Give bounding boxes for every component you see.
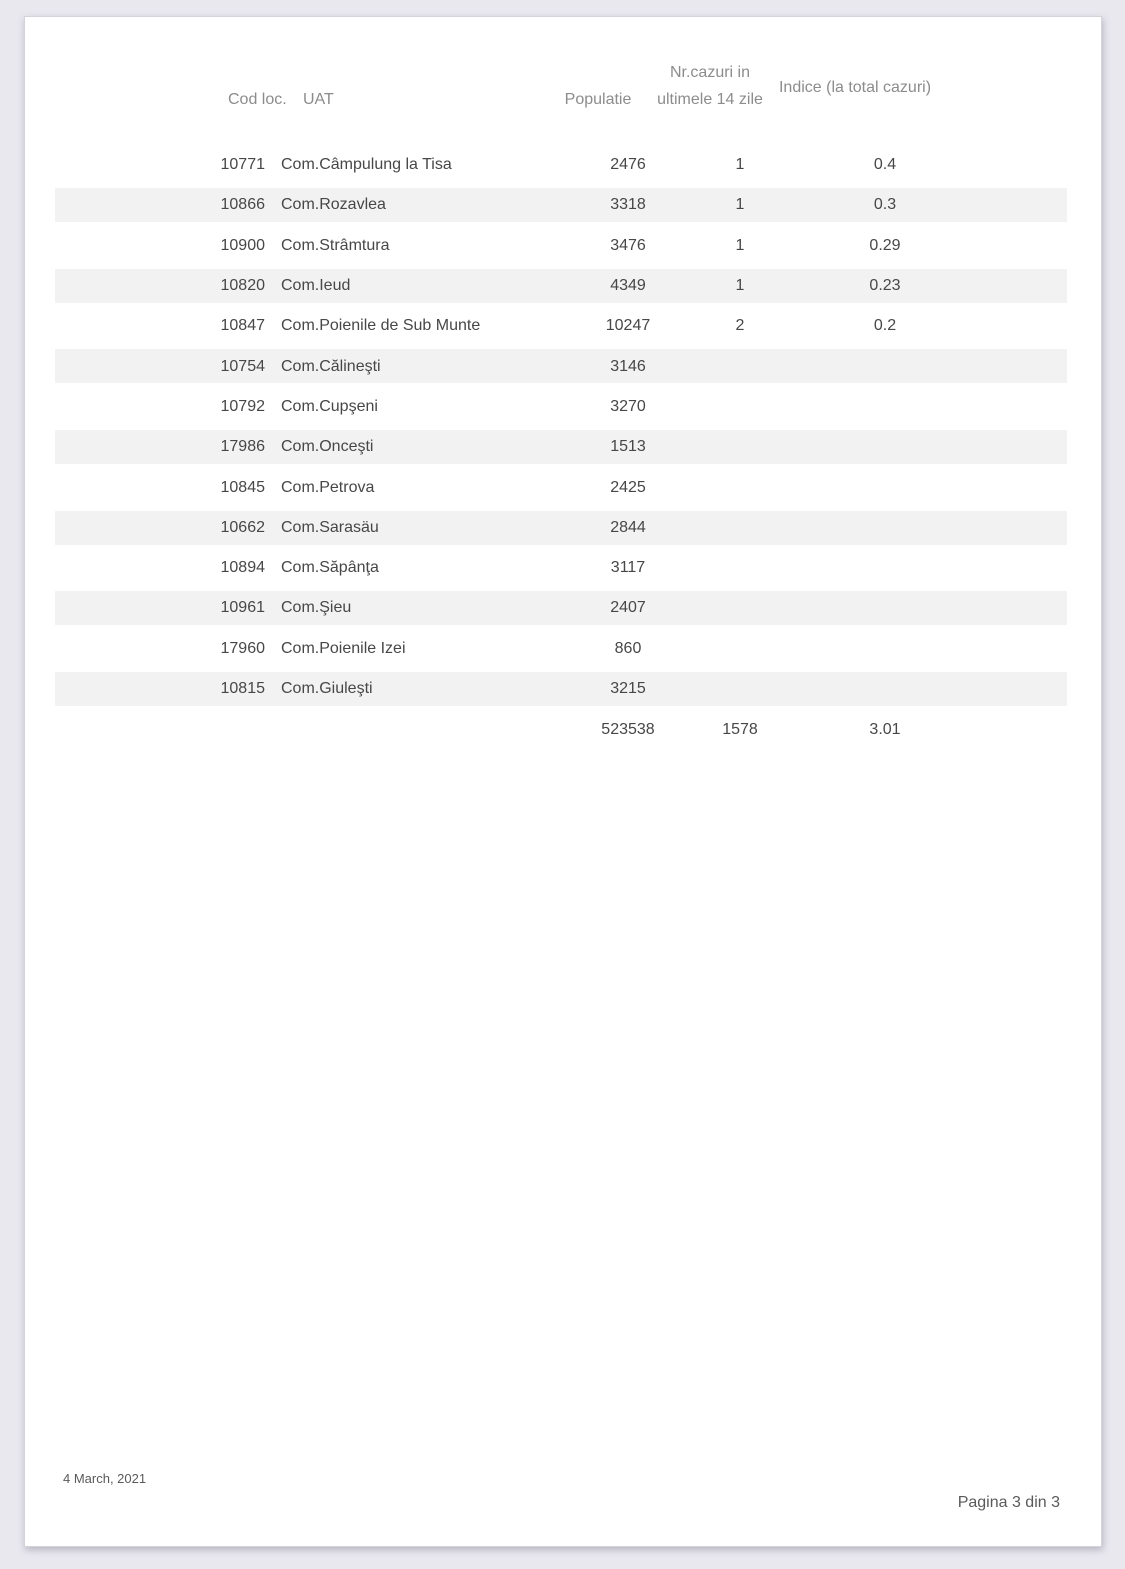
cell-populatie: 3270 xyxy=(610,397,646,415)
cell-cod-loc: 17960 xyxy=(220,639,265,657)
cell-uat-name: Com.Giuleşti xyxy=(281,680,373,697)
cell-nr-cazuri: 1 xyxy=(735,156,745,174)
cell-nr-cazuri: 2 xyxy=(735,317,745,335)
table-row xyxy=(55,508,1067,548)
cell-uat-name: Com.Cupşeni xyxy=(281,397,378,415)
column-header-uat: UAT xyxy=(303,91,334,108)
cell-uat-name: Com.Rozavlea xyxy=(281,196,386,214)
cell-populatie: 3215 xyxy=(610,680,646,697)
cell-uat-name: Com.Poienile Izei xyxy=(281,639,406,657)
cell-uat-name: Com.Sarasäu xyxy=(281,518,379,536)
table-row xyxy=(55,588,1067,628)
cell-populatie: 10247 xyxy=(605,317,651,335)
footer-date: 4 March, 2021 xyxy=(63,1471,147,1486)
cell-populatie: 2844 xyxy=(610,518,646,536)
table-header-row xyxy=(25,17,1101,145)
cell-cod-loc: 10815 xyxy=(220,680,265,697)
table-row xyxy=(55,145,1067,185)
table-total-section xyxy=(55,709,1067,751)
cell-populatie: 2476 xyxy=(610,156,646,174)
cell-uat-name: Com.Petrova xyxy=(281,478,375,496)
table-row xyxy=(55,185,1067,225)
table-row xyxy=(55,467,1067,507)
total-indice: 3.01 xyxy=(869,721,901,739)
table-row xyxy=(55,226,1067,266)
cell-populatie: 3476 xyxy=(610,236,646,254)
cell-indice: 0.23 xyxy=(869,277,901,295)
table-row xyxy=(55,346,1067,386)
cell-nr-cazuri: 1 xyxy=(735,196,745,214)
total-populatie: 523538 xyxy=(601,721,655,739)
table-row xyxy=(55,629,1067,669)
cell-populatie: 1513 xyxy=(610,438,646,456)
table-row xyxy=(55,387,1067,427)
cell-populatie: 3146 xyxy=(610,357,646,375)
document-page xyxy=(24,16,1102,1547)
cell-nr-cazuri: 1 xyxy=(735,236,745,254)
cell-cod-loc: 10894 xyxy=(220,559,265,577)
cell-populatie: 860 xyxy=(614,639,642,657)
cell-cod-loc: 10961 xyxy=(220,599,265,617)
cell-cod-loc: 10792 xyxy=(220,397,265,415)
table-row xyxy=(55,306,1067,346)
cell-uat-name: Com.Onceşti xyxy=(281,438,374,456)
cell-uat-name: Com.Săpânţa xyxy=(281,559,379,577)
column-header-nr-cazuri: Nr.cazuri in ultimele 14 zile xyxy=(657,64,763,108)
cell-indice: 0.2 xyxy=(873,317,897,335)
cell-cod-loc: 10866 xyxy=(220,196,265,214)
cell-cod-loc: 10820 xyxy=(220,277,265,295)
cell-indice: 0.29 xyxy=(869,236,901,254)
table-total-row xyxy=(55,709,1067,751)
table-body xyxy=(55,145,1067,709)
column-header-populatie: Populatie xyxy=(564,91,632,108)
cell-indice: 0.4 xyxy=(873,156,897,174)
cell-cod-loc: 10845 xyxy=(220,478,265,496)
cell-cod-loc: 10662 xyxy=(220,518,265,536)
column-header-indice: Indice (la total cazuri) xyxy=(778,79,932,96)
cell-uat-name: Com.Poienile de Sub Munte xyxy=(281,317,481,335)
footer-page-number: Pagina 3 din 3 xyxy=(957,1494,1060,1511)
cell-uat-name: Com.Şieu xyxy=(281,599,352,617)
cell-populatie: 2407 xyxy=(610,599,646,617)
cell-uat-name: Com.Câmpulung la Tisa xyxy=(281,156,452,174)
cell-cod-loc: 17986 xyxy=(220,438,265,456)
cell-populatie: 3318 xyxy=(610,196,646,214)
cell-cod-loc: 10754 xyxy=(220,357,265,375)
cell-uat-name: Com.Ieud xyxy=(281,277,351,295)
cell-uat-name: Com.Călineşti xyxy=(281,357,381,375)
cell-cod-loc: 10900 xyxy=(220,236,265,254)
cell-populatie: 4349 xyxy=(610,277,646,295)
cell-cod-loc: 10771 xyxy=(220,156,265,174)
column-header-cod-loc: Cod loc. xyxy=(228,91,287,108)
total-cazuri: 1578 xyxy=(722,721,758,739)
cell-uat-name: Com.Strâmtura xyxy=(281,236,390,254)
table-row xyxy=(55,266,1067,306)
table-row xyxy=(55,669,1067,709)
cell-populatie: 3117 xyxy=(610,559,646,577)
cell-nr-cazuri: 1 xyxy=(735,277,745,295)
cell-cod-loc: 10847 xyxy=(220,317,265,335)
table-row xyxy=(55,427,1067,467)
table-row xyxy=(55,548,1067,588)
cell-populatie: 2425 xyxy=(610,478,646,496)
cell-indice: 0.3 xyxy=(873,196,897,214)
